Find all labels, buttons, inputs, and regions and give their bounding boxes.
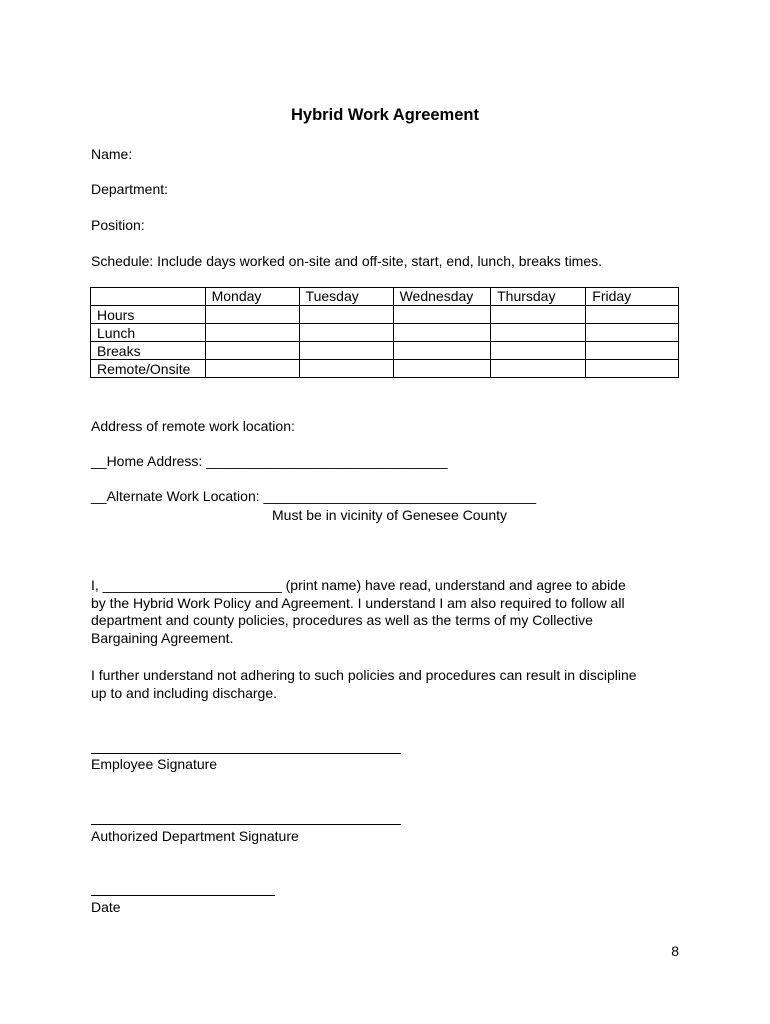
schedule-header-row	[91, 288, 679, 306]
acknowledgement-line: department and county policies, procedures as well as the terms of my Collective	[91, 612, 593, 628]
schedule-header-corner	[91, 288, 206, 306]
employee-signature-line[interactable]	[91, 753, 401, 754]
schedule-cell[interactable]	[586, 342, 679, 360]
acknowledgement-line: Bargaining Agreement.	[91, 629, 234, 646]
schedule-cell[interactable]	[491, 324, 586, 342]
schedule-header-wednesday: Wednesday	[393, 288, 491, 306]
schedule-cell[interactable]	[491, 306, 586, 324]
alternate-work-location-field[interactable]: __Alternate Work Location: ___________________________________	[91, 488, 537, 504]
employee-signature-label: Employee Signature	[91, 756, 218, 772]
further-understanding-line: I further understand not adhering to such policies and procedures can result in discipline	[91, 667, 637, 683]
acknowledgement-line: by the Hybrid Work Policy and Agreement. I understand I am also required to follow all	[91, 594, 625, 611]
schedule-cell[interactable]	[586, 360, 679, 378]
schedule-header-tuesday: Tuesday	[299, 288, 393, 306]
schedule-row-label-lunch: Lunch	[91, 324, 206, 342]
schedule-cell[interactable]	[393, 324, 491, 342]
schedule-cell[interactable]	[205, 360, 299, 378]
authorized-signature-label: Authorized Department Signature	[91, 828, 299, 844]
schedule-cell[interactable]	[491, 342, 586, 360]
schedule-cell[interactable]	[299, 324, 393, 342]
acknowledgement-paragraph	[91, 577, 691, 647]
schedule-cell[interactable]	[491, 360, 586, 378]
date-label: Date	[91, 899, 121, 915]
schedule-instruction: Schedule: Include days worked on-site and off-site, start, end, lunch, breaks times.	[91, 253, 603, 269]
schedule-row-label-hours: Hours	[91, 306, 206, 324]
schedule-cell[interactable]	[299, 306, 393, 324]
page-number: 8	[671, 943, 679, 959]
schedule-header-thursday: Thursday	[491, 288, 586, 306]
schedule-row-label-remote-onsite: Remote/Onsite	[91, 360, 206, 378]
department-field-label: Department:	[91, 181, 169, 197]
address-label: Address of remote work location:	[91, 418, 295, 434]
schedule-cell[interactable]	[393, 360, 491, 378]
table-row	[91, 306, 679, 324]
position-field-label: Position:	[91, 217, 145, 233]
schedule-cell[interactable]	[205, 306, 299, 324]
schedule-header-monday: Monday	[205, 288, 299, 306]
further-understanding-paragraph	[91, 667, 691, 702]
schedule-cell[interactable]	[299, 360, 393, 378]
authorized-signature-line[interactable]	[91, 824, 401, 825]
name-field-label: Name:	[91, 146, 133, 162]
schedule-cell[interactable]	[393, 306, 491, 324]
schedule-cell[interactable]	[586, 324, 679, 342]
schedule-cell[interactable]	[205, 324, 299, 342]
schedule-table	[90, 287, 679, 378]
vicinity-note: Must be in vicinity of Genesee County	[272, 507, 508, 523]
table-row	[91, 342, 679, 360]
schedule-cell[interactable]	[205, 342, 299, 360]
document-title: Hybrid Work Agreement	[291, 106, 479, 124]
schedule-cell[interactable]	[393, 342, 491, 360]
table-row	[91, 360, 679, 378]
schedule-row-label-breaks: Breaks	[91, 342, 206, 360]
schedule-cell[interactable]	[586, 306, 679, 324]
schedule-cell[interactable]	[299, 342, 393, 360]
further-understanding-line: up to and including discharge.	[91, 684, 278, 701]
acknowledgement-line: I, _______________________ (print name) have read, understand and agree to abide	[91, 577, 626, 593]
home-address-field[interactable]: __Home Address: _______________________________	[91, 453, 448, 469]
date-line[interactable]	[91, 895, 275, 896]
schedule-header-friday: Friday	[586, 288, 679, 306]
table-row	[91, 324, 679, 342]
